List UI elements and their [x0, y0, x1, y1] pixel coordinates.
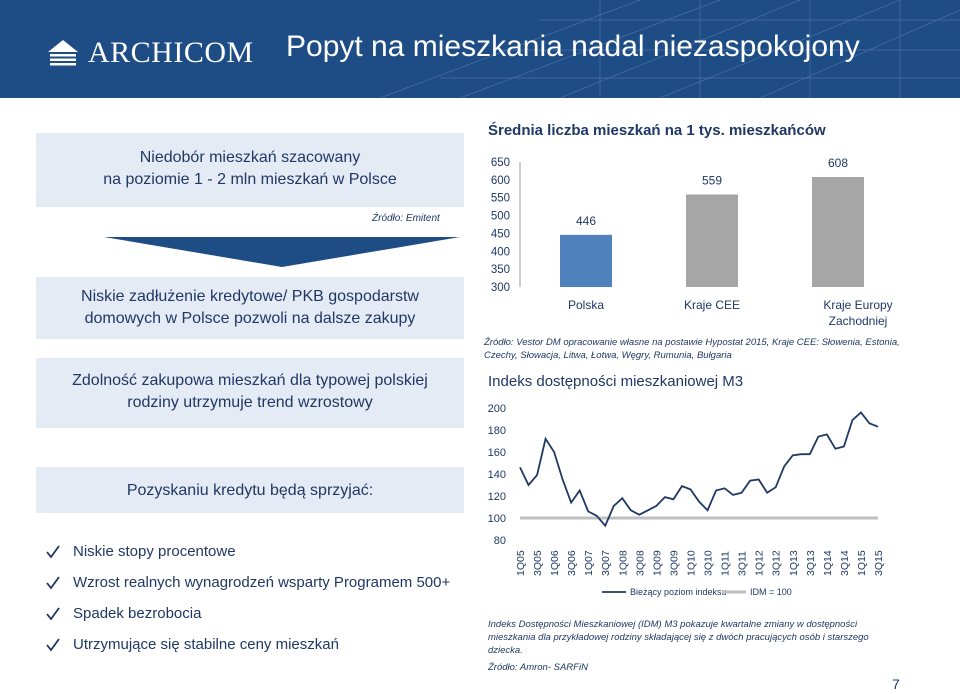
x-tick-label: 1Q12 — [753, 550, 766, 576]
legend-label: Bieżący poziom indeksu — [630, 587, 727, 597]
category-label: Kraje CEE — [683, 298, 741, 312]
credit-factors-heading: Pozyskaniu kredytu będą sprzyjać: — [126, 482, 374, 499]
bar-value-label: 446 — [575, 213, 597, 228]
x-tick-label: 3Q14 — [838, 550, 851, 576]
down-arrow-shape — [104, 237, 460, 267]
purchasing-capacity-box — [36, 358, 464, 428]
x-tick-label: 1Q10 — [685, 550, 698, 576]
y-tick-label: 180 — [487, 425, 506, 437]
chart2-title: Indeks dostępności mieszkaniowej M3 — [488, 373, 744, 390]
x-tick-label: 1Q08 — [617, 550, 630, 576]
list-item-label: Wzrost realnych wynagrodzeń wsparty Programem 500+ — [73, 574, 451, 591]
y-tick-label: 140 — [487, 469, 506, 481]
y-tick-label: 350 — [490, 264, 510, 277]
x-tick-label: 1Q05 — [515, 550, 527, 576]
category-label: Kraje Europy — [823, 298, 893, 312]
credit-debt-box — [36, 277, 464, 339]
y-tick-label: 600 — [490, 174, 510, 187]
credit-factors-box — [36, 467, 464, 513]
x-tick-label: 1Q09 — [651, 550, 664, 576]
credit-debt-line2: domowych w Polsce pozwoli na dalsze zakupy — [84, 310, 416, 327]
x-tick-label: 3Q11 — [736, 551, 749, 576]
affordability-line-chart — [484, 396, 894, 602]
x-tick-label: 3Q07 — [600, 550, 613, 576]
housing-deficit-line1: Niedobór mieszkań szacowany — [139, 149, 361, 166]
list-item-label: Spadek bezrobocia — [73, 605, 202, 622]
checkmark-icon — [46, 576, 60, 590]
x-tick-label: 3Q10 — [702, 550, 715, 576]
bar — [686, 195, 738, 288]
y-tick-label: 80 — [493, 535, 506, 547]
x-tick-label: 1Q06 — [549, 550, 562, 576]
purchasing-capacity-line2: rodziny utrzymuje trend wzrostowy — [127, 394, 373, 411]
x-tick-label: 3Q08 — [634, 550, 647, 576]
bar — [560, 235, 612, 287]
y-tick-label: 400 — [490, 246, 510, 259]
housing-deficit-line2: na poziomie 1 - 2 mln mieszkań w Polsce — [103, 171, 397, 188]
series-line-index — [520, 412, 878, 525]
bar — [812, 177, 864, 287]
list-item-label: Utrzymujące się stabilne ceny mieszkań — [73, 636, 339, 653]
category-label: Polska — [567, 298, 605, 312]
x-tick-label: 1Q15 — [855, 550, 868, 576]
checkmark-icon — [46, 545, 60, 559]
x-tick-label: 1Q14 — [821, 550, 834, 576]
chart1-title: Średnia liczba mieszkań na 1 tys. mieszkańców — [488, 122, 826, 139]
y-tick-label: 120 — [487, 491, 506, 503]
chart2-source: Źródło: Amron- SARFiN — [488, 662, 588, 673]
y-tick-label: 300 — [490, 282, 510, 294]
y-tick-label: 500 — [490, 210, 510, 223]
chart1-source: Źródło: Vestor DM opracowanie własne na postawie Hypostat 2015, Kraje CEE: Słowenia, Estonia, Czechy, Słowacja, Litwa, Łotwa, Węgry, Rumunia, Bułgaria — [484, 337, 900, 361]
slide-title: Popyt na mieszkania nadal niezaspokojony — [286, 30, 860, 63]
x-tick-label: 1Q13 — [787, 550, 800, 576]
purchasing-capacity-line1: Zdolność zakupowa mieszkań dla typowej polskiej — [72, 372, 428, 389]
y-tick-label: 160 — [487, 447, 506, 459]
x-tick-label: 3Q06 — [566, 550, 579, 576]
y-tick-label: 650 — [490, 157, 510, 169]
x-tick-label: 3Q05 — [532, 550, 545, 576]
category-label: Zachodniej — [828, 314, 888, 328]
x-tick-label: 3Q15 — [873, 550, 885, 576]
housing-deficit-box — [36, 133, 464, 207]
x-tick-label: 1Q07 — [583, 550, 596, 576]
list-item — [46, 567, 450, 598]
list-item — [46, 629, 450, 660]
bar-value-label: 608 — [827, 156, 849, 170]
index-note: Indeks Dostępności Mieszkaniowej (IDM) M3 pokazuje kwartalne zmiany w dostępności mieszkania dla przykładowej rodziny składającej się z dwóch pracujących osób i starszego dziecka. — [488, 619, 869, 656]
dwellings-bar-chart — [484, 150, 894, 332]
header-banner — [0, 0, 960, 98]
source-emitent: Źródło: Emitent — [372, 213, 440, 224]
bar-value-label: 559 — [701, 173, 723, 188]
list-item — [46, 536, 450, 567]
list-item — [46, 598, 450, 629]
x-tick-label: 1Q11 — [719, 551, 732, 576]
list-item-label: Niskie stopy procentowe — [73, 543, 236, 560]
legend-label: IDM = 100 — [750, 587, 792, 597]
credit-factors-list — [46, 536, 450, 660]
credit-debt-line1: Niskie zadłużenie kredytowe/ PKB gospodarstw — [81, 288, 419, 305]
archicom-logo — [46, 36, 254, 70]
x-tick-label: 3Q09 — [668, 550, 681, 576]
x-tick-label: 3Q12 — [770, 550, 783, 576]
logo-mark-icon — [46, 38, 80, 68]
page-number: 7 — [892, 676, 900, 692]
logo-text: ARCHICOM — [88, 36, 254, 69]
x-tick-label: 3Q13 — [804, 550, 817, 576]
checkmark-icon — [46, 607, 60, 621]
checkmark-icon — [46, 638, 60, 652]
y-tick-label: 200 — [487, 403, 506, 415]
y-tick-label: 550 — [490, 192, 510, 205]
y-tick-label: 100 — [487, 513, 506, 525]
y-tick-label: 450 — [490, 228, 510, 241]
